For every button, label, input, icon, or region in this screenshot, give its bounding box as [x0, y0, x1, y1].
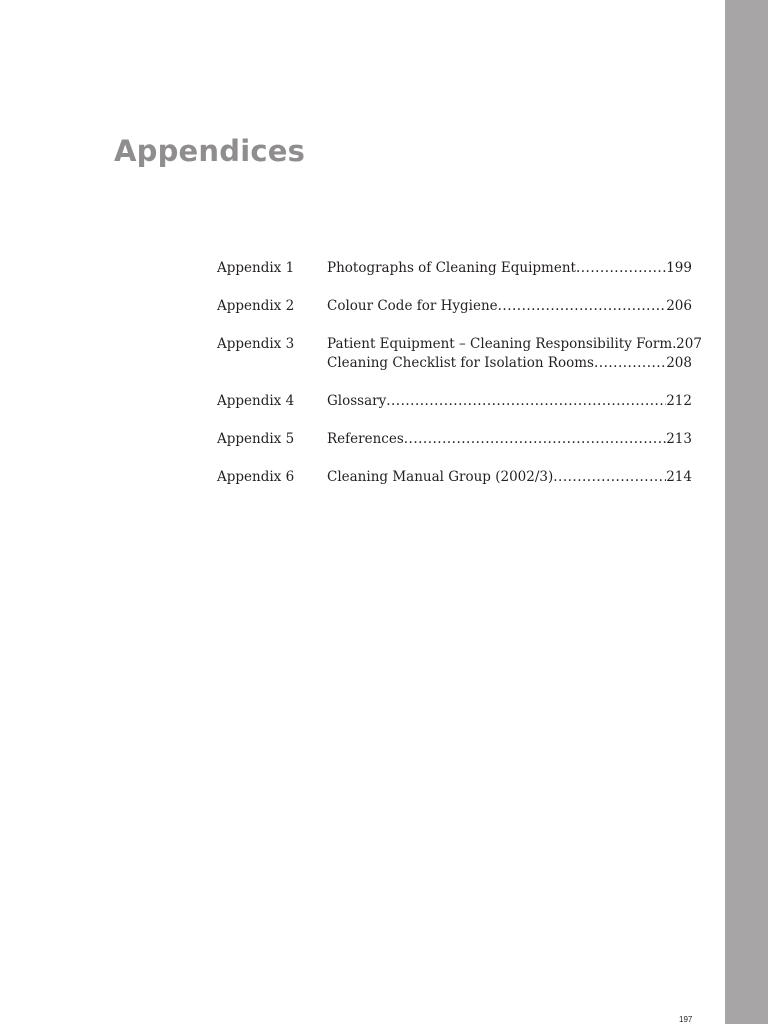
- entry-title: Cleaning Manual Group (2002/3): [327, 469, 554, 485]
- toc-entry[interactable]: [327, 468, 692, 487]
- appendix-label: Appendix 4: [217, 393, 295, 409]
- toc-entries: [327, 430, 692, 449]
- entry-title: Glossary: [327, 393, 387, 409]
- table-of-contents: [217, 259, 702, 506]
- toc-entry[interactable]: [327, 297, 692, 316]
- toc-entry[interactable]: [327, 392, 692, 411]
- toc-row-appendix-3: [217, 335, 702, 373]
- dot-leader: [576, 259, 666, 278]
- appendix-label: Appendix 1: [217, 260, 295, 276]
- toc-row-appendix-4: [217, 392, 692, 411]
- toc-entries: [327, 392, 692, 411]
- dot-leader: [553, 468, 666, 487]
- entry-page-number: 206: [666, 298, 692, 314]
- entry-page-number: 208: [666, 355, 692, 371]
- appendix-label: Appendix 2: [217, 298, 295, 314]
- entry-title: Colour Code for Hygiene: [327, 298, 498, 314]
- toc-row-appendix-1: [217, 259, 692, 278]
- entry-page-number: 207: [676, 336, 702, 352]
- toc-row-appendix-6: [217, 468, 692, 487]
- toc-row-appendix-5: [217, 430, 692, 449]
- toc-entry[interactable]: [327, 354, 692, 373]
- entry-title: References: [327, 431, 404, 447]
- toc-entries: [327, 297, 692, 316]
- entry-page-number: 212: [666, 393, 692, 409]
- entry-page-number: 213: [666, 431, 692, 447]
- toc-entry[interactable]: [327, 335, 702, 354]
- toc-entries: [327, 335, 702, 373]
- dot-leader: [594, 354, 666, 373]
- toc-entries: [327, 468, 692, 487]
- dot-leader: [404, 430, 666, 449]
- entry-page-number: 199: [666, 260, 692, 276]
- appendix-label: Appendix 6: [217, 469, 295, 485]
- toc-entries: [327, 259, 692, 278]
- entry-title: Photographs of Cleaning Equipment: [327, 260, 576, 276]
- entry-title: Patient Equipment – Cleaning Responsibility Form: [327, 336, 673, 352]
- toc-row-appendix-2: [217, 297, 692, 316]
- dot-leader: [386, 392, 666, 411]
- toc-entry[interactable]: [327, 430, 692, 449]
- toc-entry[interactable]: [327, 259, 692, 278]
- page-number: 197: [679, 1015, 693, 1024]
- entry-title: Cleaning Checklist for Isolation Rooms: [327, 355, 594, 371]
- side-tab: [725, 0, 768, 1024]
- dot-leader: [498, 297, 667, 316]
- appendix-label: Appendix 5: [217, 431, 295, 447]
- entry-page-number: 214: [666, 469, 692, 485]
- page-title: Appendices: [114, 134, 306, 168]
- appendix-label: Appendix 3: [217, 336, 295, 352]
